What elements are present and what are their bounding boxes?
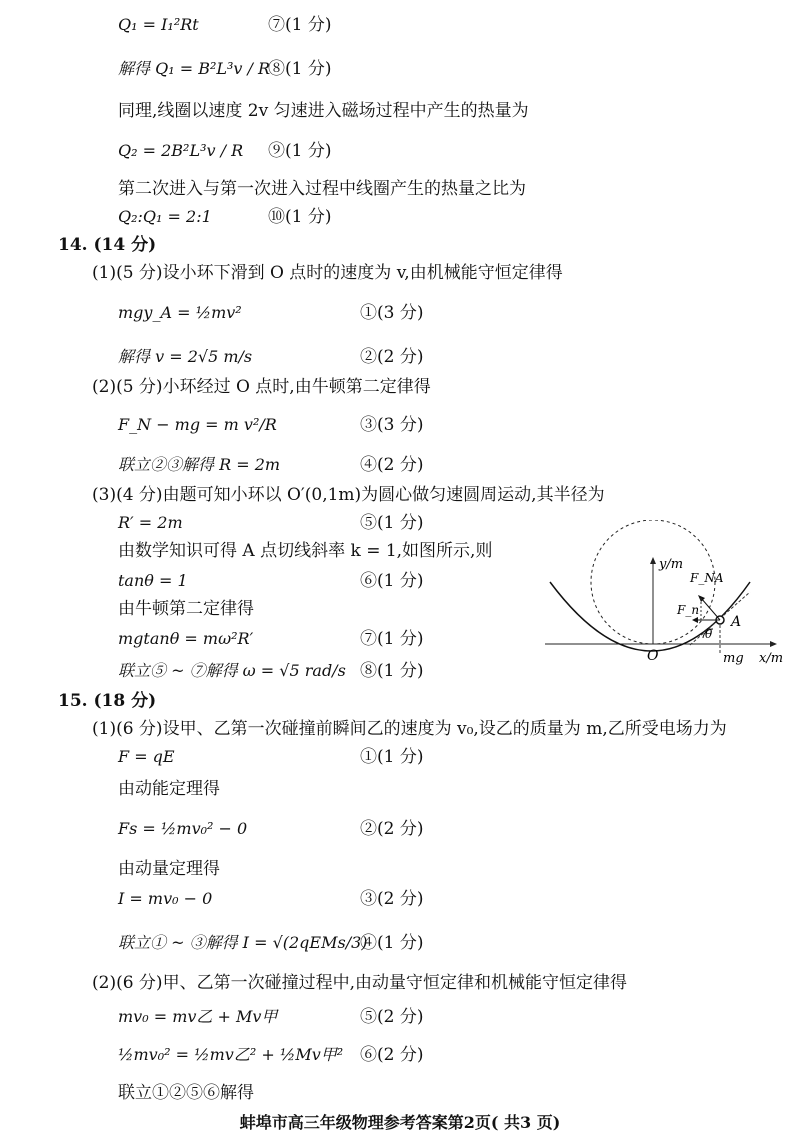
q15-part1: (1)(6 分)设甲、乙第一次碰撞前瞬间乙的速度为 v₀,设乙的质量为 m,乙所受电场力为 <box>92 719 727 739</box>
q14-score6: ⑥(1 分) <box>360 571 424 591</box>
x-axis-label: x/m <box>759 651 784 666</box>
fna-label: F_NA <box>690 571 724 585</box>
q15-eq6: 联立① ~ ③解得 I = √(2qEMs/3) <box>118 933 368 952</box>
page-footer: 蚌埠市高三年级物理参考答案第2页( 共3 页) <box>239 1113 561 1132</box>
q15-eq7: mv₀ = mv乙 + Mv甲 <box>118 1007 278 1026</box>
q15-score5: ⑤(2 分) <box>360 1007 424 1027</box>
mg-label: mg <box>723 651 744 666</box>
q14-score5: ⑤(1 分) <box>360 513 424 533</box>
score-7: ⑦(1 分) <box>268 15 332 35</box>
text-line: 同理,线圈以速度 2v 匀速进入磁场过程中产生的热量为 <box>118 101 529 121</box>
question-14-heading: 14. (14 分) <box>58 235 157 255</box>
score-10: ⑩(1 分) <box>268 207 332 227</box>
q14-eq7: tanθ = 1 <box>118 571 188 590</box>
q14-score3: ③(3 分) <box>360 415 424 435</box>
force-n-arrowhead <box>692 617 698 623</box>
q14-score7: ⑦(1 分) <box>360 629 424 649</box>
origin-label: O <box>647 648 659 664</box>
score-8: ⑧(1 分) <box>268 59 332 79</box>
q14-text-newton: 由牛顿第二定律得 <box>118 599 254 619</box>
q14-eq5: R′ = 2m <box>118 513 183 532</box>
q14-eq9: mgtanθ = mω²R′ <box>118 629 254 648</box>
q14-part1: (1)(5 分)设小环下滑到 O 点时的速度为 v,由机械能守恒定律得 <box>92 263 563 283</box>
q14-part2: (2)(5 分)小环经过 O 点时,由牛顿第二定律得 <box>92 377 431 397</box>
q15-score6: ⑥(2 分) <box>360 1045 424 1065</box>
q14-eq4: 联立②③解得 R = 2m <box>118 455 281 474</box>
q14-part3: (3)(4 分)由题可知小环以 O′(0,1m)为圆心做匀速圆周运动,其半径为 <box>92 485 605 505</box>
circular-motion-diagram <box>535 520 795 670</box>
equation-q1-result: 解得 Q₁ = B²L³v / R <box>118 59 271 78</box>
q15-eq1: F = qE <box>118 747 175 766</box>
y-axis-label: y/m <box>659 557 684 572</box>
q15-eq5: I = mv₀ − 0 <box>118 889 213 908</box>
q15-text-momentum: 由动量定理得 <box>118 859 220 879</box>
equation-q2: Q₂ = 2B²L³v / R <box>118 141 244 160</box>
q14-score2: ②(2 分) <box>360 347 424 367</box>
equation-q1: Q₁ = I₁²Rt <box>118 15 199 34</box>
x-axis-arrow <box>770 641 777 647</box>
score-9: ⑨(1 分) <box>268 141 332 161</box>
q15-score3: ③(2 分) <box>360 889 424 909</box>
q14-text-slope: 由数学知识可得 A 点切线斜率 k = 1,如图所示,则 <box>118 541 493 561</box>
q15-score2: ②(2 分) <box>360 819 424 839</box>
q14-eq2: 解得 v = 2√5 m/s <box>118 347 253 366</box>
q14-eq10: 联立⑤ ~ ⑦解得 ω = √5 rad/s <box>118 661 346 680</box>
q15-eq8: ½mv₀² = ½mv乙² + ½Mv甲² <box>118 1045 344 1064</box>
q15-text-solve: 联立①②⑤⑥解得 <box>118 1083 254 1103</box>
point-a-label: A <box>731 614 742 630</box>
q15-text-energy: 由动能定理得 <box>118 779 220 799</box>
q14-eq1: mgy_A = ½mv² <box>118 303 242 322</box>
fn-label: F_n <box>677 603 700 617</box>
q14-score1: ①(3 分) <box>360 303 424 323</box>
question-15-heading: 15. (18 分) <box>58 691 157 711</box>
q15-eq3: Fs = ½mv₀² − 0 <box>118 819 248 838</box>
text-line: 第二次进入与第一次进入过程中线圈产生的热量之比为 <box>118 179 526 199</box>
theta-label: θ <box>705 627 713 641</box>
q15-part2: (2)(6 分)甲、乙第一次碰撞过程中,由动量守恒定律和机械能守恒定律得 <box>92 973 627 993</box>
q15-score4: ④(1 分) <box>360 933 424 953</box>
q14-score8: ⑧(1 分) <box>360 661 424 681</box>
q14-eq3: F_N − mg = m v²/R <box>118 415 277 434</box>
y-axis-arrow <box>650 557 656 564</box>
equation-ratio: Q₂:Q₁ = 2:1 <box>118 207 212 226</box>
q14-score4: ④(2 分) <box>360 455 424 475</box>
q15-score1: ①(1 分) <box>360 747 424 767</box>
